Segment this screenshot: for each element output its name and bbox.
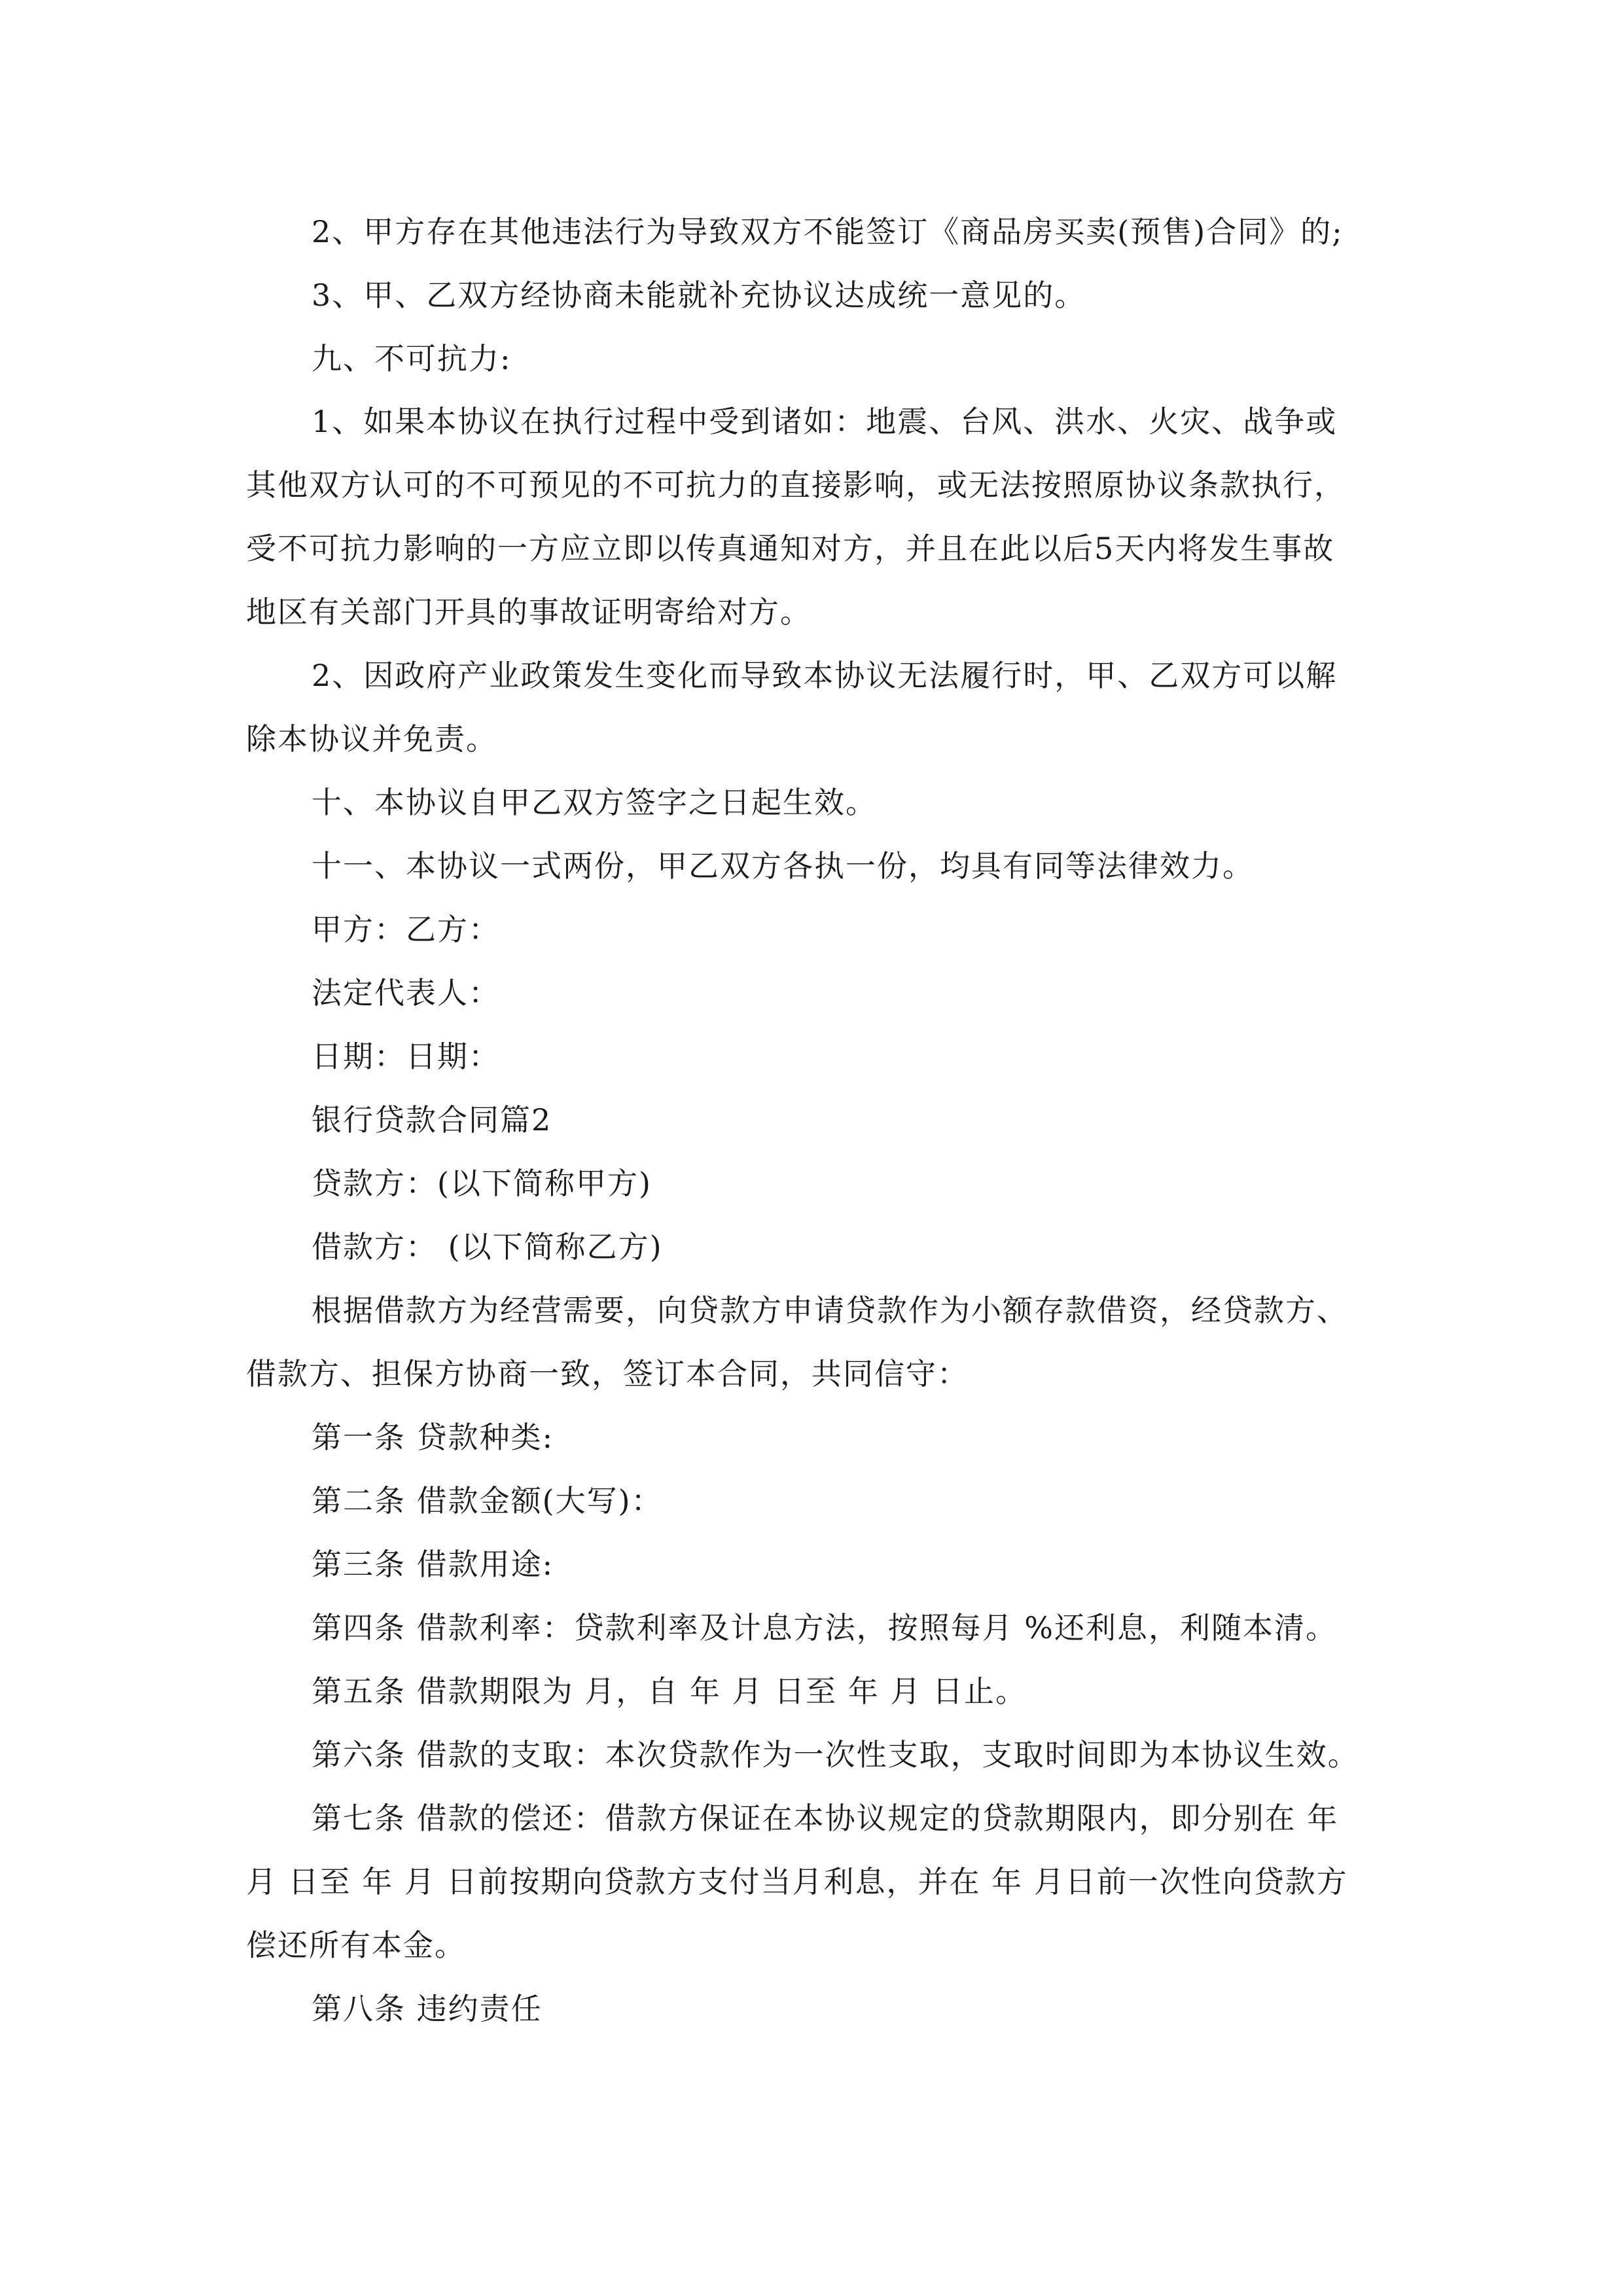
paragraph-line: 2、甲方存在其他违法行为导致双方不能签订《商品房买卖(预售)合同》的; bbox=[312, 214, 1344, 249]
article-line: 第三条 借款用途: bbox=[312, 1547, 554, 1582]
paragraph-line: 除本协议并免责。 bbox=[246, 721, 497, 757]
paragraph-line: 其他双方认可的不可预见的不可抗力的直接影响，或无法按照原协议条款执行， bbox=[246, 467, 1346, 503]
party-line: 借款方： (以下简称乙方) bbox=[312, 1229, 663, 1265]
article-line: 第一条 贷款种类: bbox=[312, 1420, 554, 1455]
section-heading: 十一、本协议一式两份，甲乙双方各执一份，均具有同等法律效力。 bbox=[312, 848, 1254, 884]
signature-line: 日期：日期： bbox=[312, 1039, 500, 1074]
article-line: 第七条 借款的偿还：借款方保证在本协议规定的贷款期限内，即分别在 年 bbox=[312, 1801, 1339, 1836]
paragraph-line: 借款方、担保方协商一致，签订本合同，共同信守： bbox=[246, 1356, 969, 1391]
article-line: 第五条 借款期限为 月，自 年 月 日至 年 月 日止。 bbox=[312, 1674, 1027, 1709]
document-title: 银行贷款合同篇2 bbox=[312, 1102, 552, 1138]
paragraph-line: 地区有关部门开具的事故证明寄给对方。 bbox=[246, 594, 812, 630]
paragraph-line: 偿还所有本金。 bbox=[246, 1928, 466, 1963]
paragraph-line: 根据借款方为经营需要，向贷款方申请贷款作为小额存款借资，经贷款方、 bbox=[312, 1293, 1348, 1328]
signature-line: 法定代表人： bbox=[312, 975, 500, 1011]
article-line: 第二条 借款金额(大写)： bbox=[312, 1483, 663, 1518]
paragraph-line: 2、因政府产业政策发生变化而导致本协议无法履行时，甲、乙双方可以解 bbox=[312, 658, 1338, 693]
article-line: 第四条 借款利率：贷款利率及计息方法，按照每月 %还利息，利随本清。 bbox=[312, 1610, 1337, 1645]
section-heading: 十、本协议自甲乙双方签字之日起生效。 bbox=[312, 785, 877, 820]
article-line: 第八条 违约责任 bbox=[312, 1991, 543, 2026]
paragraph-line: 3、甲、乙双方经协商未能就补充协议达成统一意见的。 bbox=[312, 278, 1086, 313]
paragraph-line: 月 日至 年 月 日前按期向贷款方支付当月利息，并在 年 月日前一次性向贷款方 bbox=[246, 1864, 1348, 1899]
article-line: 第六条 借款的支取：本次贷款作为一次性支取，支取时间即为本协议生效。 bbox=[312, 1737, 1359, 1772]
section-heading: 九、不可抗力: bbox=[312, 341, 512, 376]
party-line: 贷款方：(以下简称甲方) bbox=[312, 1166, 652, 1201]
paragraph-line: 受不可抗力影响的一方应立即以传真通知对方，并且在此以后5天内将发生事故 bbox=[246, 531, 1335, 566]
paragraph-line: 1、如果本协议在执行过程中受到诸如：地震、台风、洪水、火灾、战争或 bbox=[312, 404, 1338, 439]
signature-line: 甲方：乙方： bbox=[312, 912, 500, 947]
